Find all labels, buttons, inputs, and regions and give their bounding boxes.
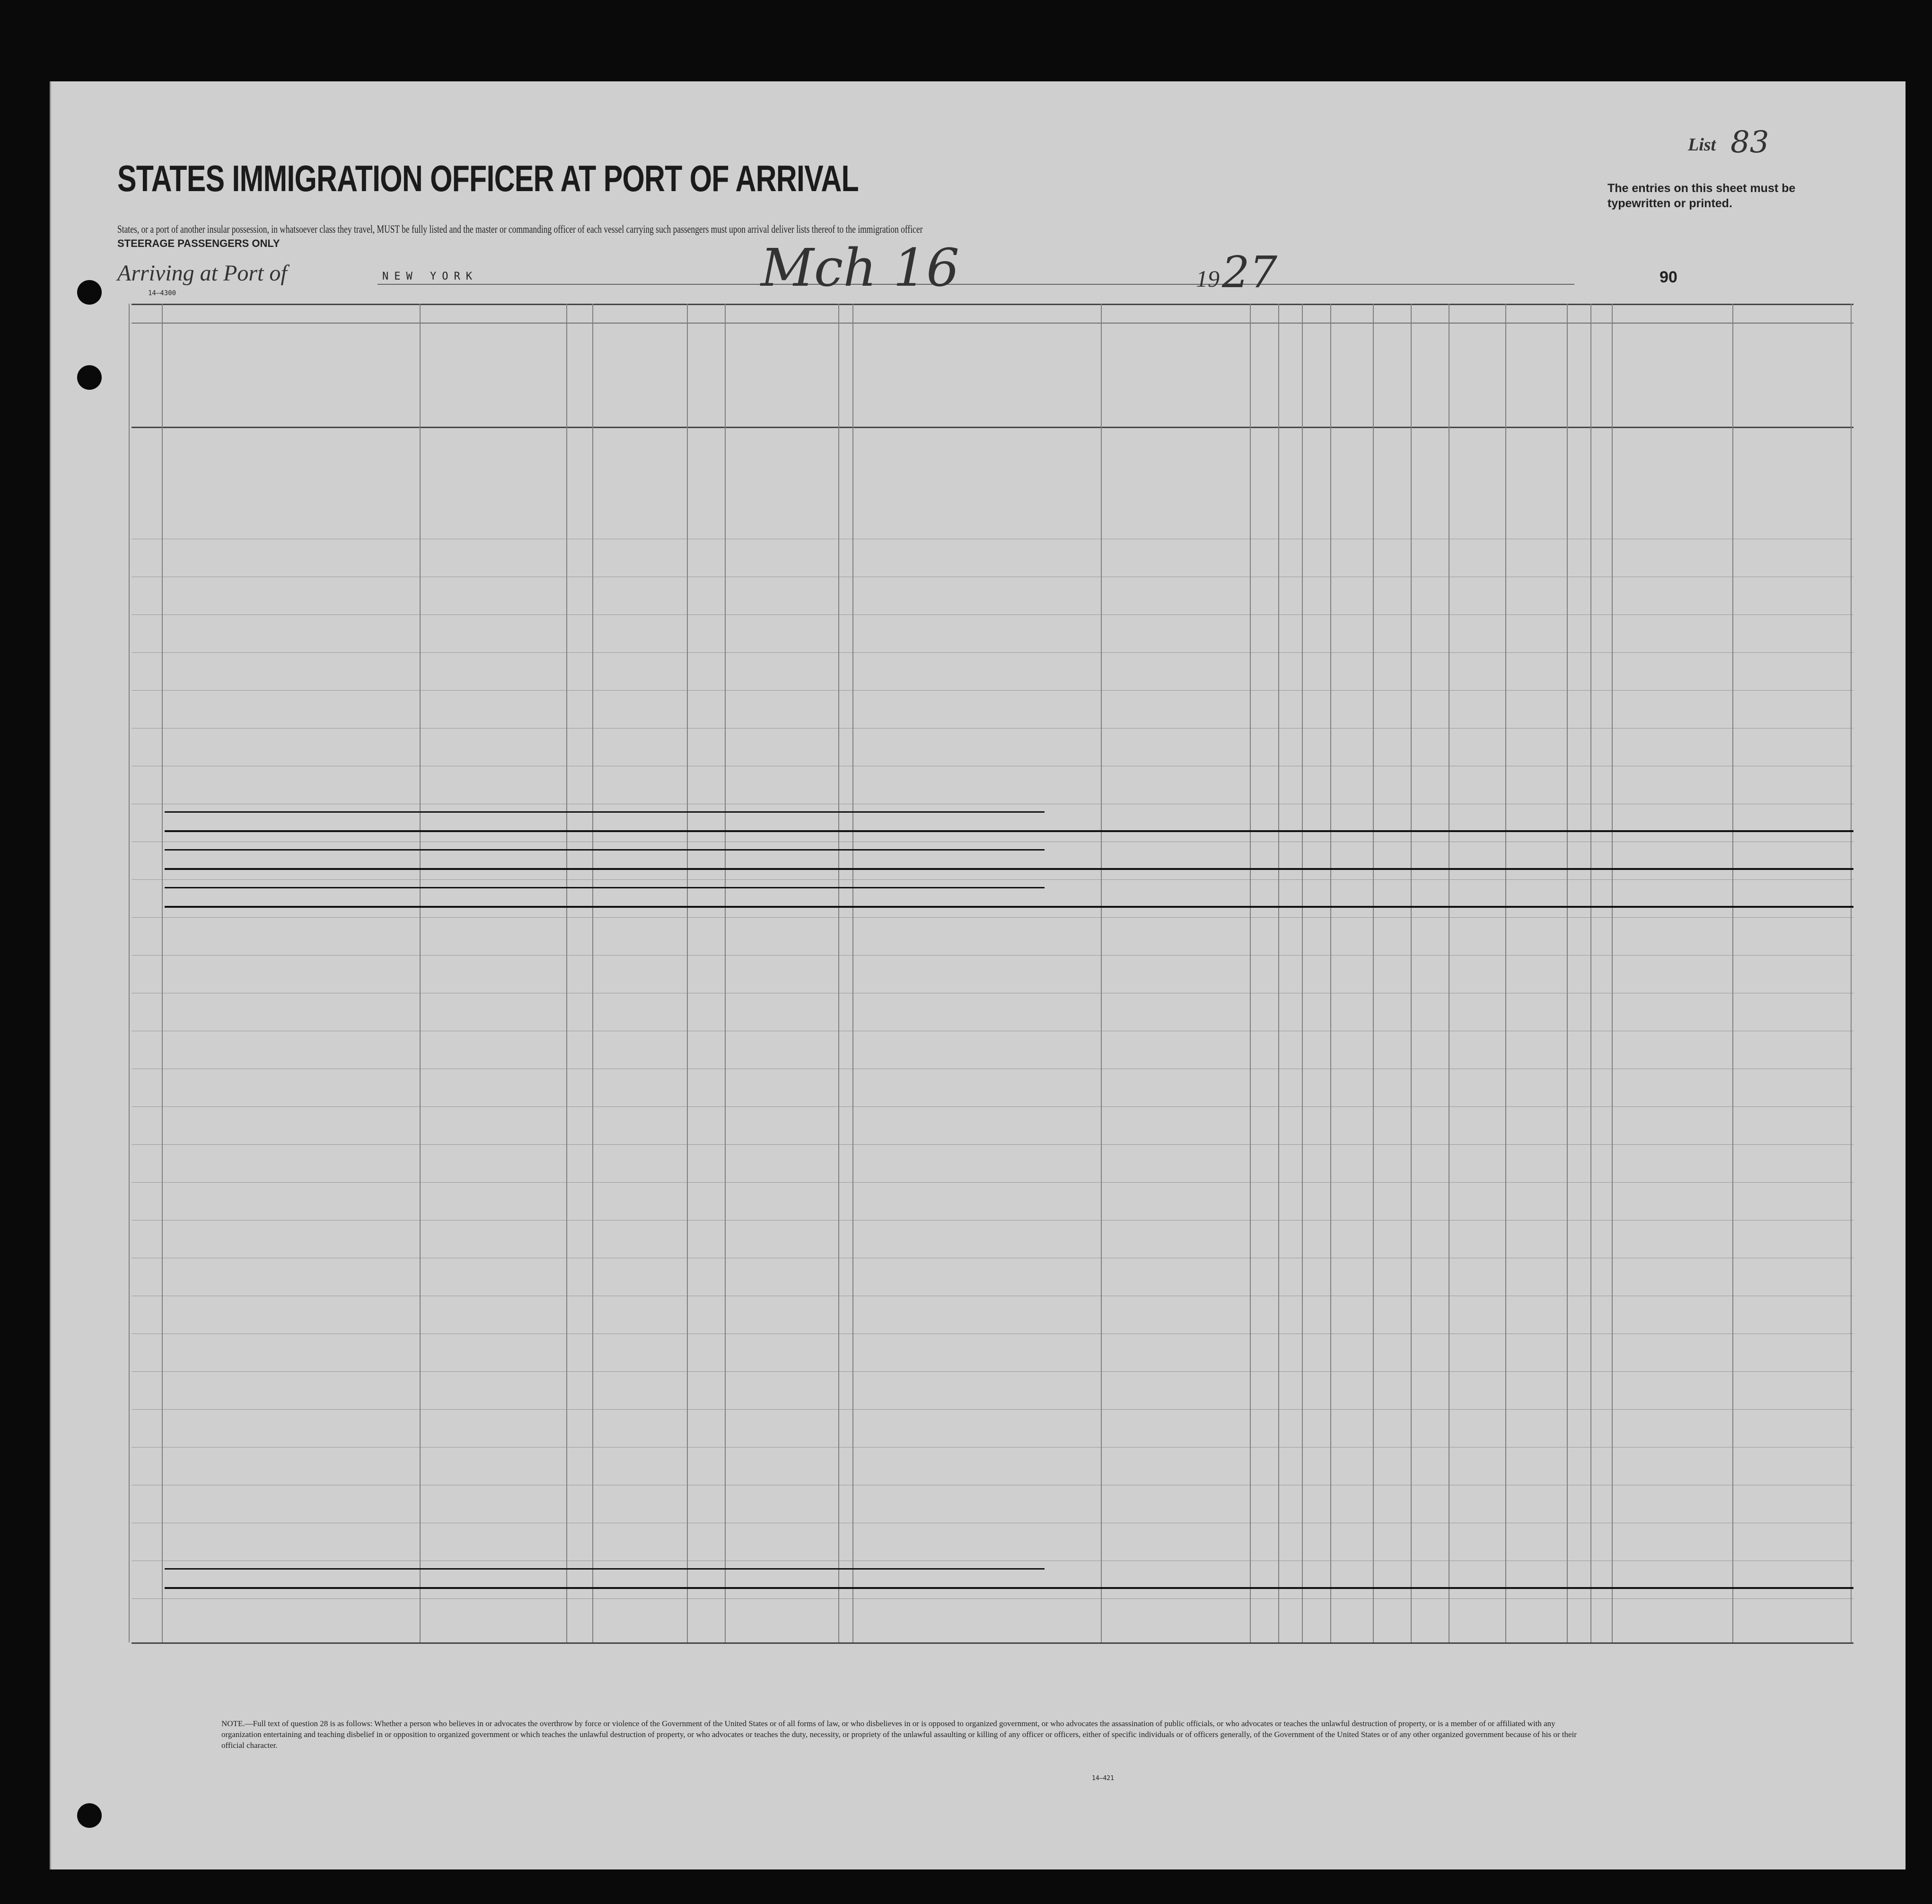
- row-rule: [132, 1447, 1853, 1448]
- column-rule: [725, 304, 726, 1642]
- column-rule: [1302, 304, 1303, 1642]
- column-rule: [687, 304, 688, 1642]
- year-handwritten: 27: [1222, 247, 1278, 298]
- column-rule: [1278, 304, 1279, 1642]
- row-rule: [132, 1182, 1853, 1183]
- column-rule: [1250, 304, 1251, 1642]
- column-rule: [1101, 304, 1102, 1642]
- strike-through-line: [165, 1568, 1045, 1570]
- row-rule: [132, 1144, 1853, 1145]
- column-rule: [162, 304, 163, 1642]
- list-number: 83: [1730, 125, 1769, 160]
- column-rule: [420, 304, 421, 1642]
- row-rule: [132, 1371, 1853, 1372]
- header-inches: [1596, 465, 1607, 502]
- strike-through-line: [165, 811, 1045, 813]
- arriving-label: Arriving at Port of: [117, 261, 287, 286]
- row-rule: [132, 1106, 1853, 1107]
- table-top-rule: [132, 304, 1853, 305]
- column-rule: [852, 304, 853, 1642]
- column-rule: [1851, 304, 1852, 1642]
- strike-through-line: [165, 906, 1853, 908]
- header-col-28: [1338, 351, 1371, 493]
- column-rule: [1567, 304, 1568, 1642]
- header-purpose-c: [1222, 360, 1238, 493]
- column-number-rule: [132, 323, 1853, 324]
- row-rule: [132, 690, 1853, 691]
- column-rule: [1612, 304, 1613, 1642]
- header-purpose-a: [1108, 360, 1132, 493]
- year-printed: 19: [1196, 265, 1220, 292]
- strike-through-line: [165, 1587, 1853, 1589]
- row-rule: [132, 1598, 1853, 1599]
- port-underline: [378, 284, 1574, 285]
- port-name: NEW YORK: [382, 271, 478, 282]
- row-rule: [132, 1409, 1853, 1410]
- table-bottom-rule: [132, 1642, 1853, 1644]
- strike-through-line: [165, 830, 1853, 832]
- header-col-30: [1418, 351, 1447, 493]
- header-col-26: [1287, 351, 1301, 493]
- subtitle-steerage: STEERAGE PASSENGERS ONLY: [117, 237, 280, 249]
- column-rule: [1411, 304, 1412, 1642]
- column-rule: [1505, 304, 1506, 1642]
- footer-form-code: 14—421: [1092, 1775, 1114, 1782]
- column-rule: [1373, 304, 1374, 1642]
- row-rule: [132, 955, 1853, 956]
- strike-through-line: [165, 868, 1853, 870]
- subtitle-instructions: States, or a port of another insular possession, in whatsoever class they travel, MUST be fully listed and the master or commanding officer of each vessel carrying such passengers must upon arrival deliver lists thereof to the immigration officer: [117, 223, 923, 235]
- header-col-25: [1255, 351, 1279, 493]
- header-possession: [697, 346, 720, 488]
- header-bottom-rule: [132, 427, 1853, 428]
- row-rule: [132, 917, 1853, 918]
- page-title: STATES IMMIGRATION OFFICER AT PORT OF ARRIVAL: [117, 158, 859, 199]
- punch-hole: [77, 365, 102, 390]
- column-rule: [592, 304, 593, 1642]
- column-rule: [1590, 304, 1591, 1642]
- column-rule: [566, 304, 567, 1642]
- column-rule: [838, 304, 839, 1642]
- row-rule: [132, 652, 1853, 653]
- column-rule: [129, 304, 130, 1642]
- header-col-27: [1310, 351, 1325, 493]
- footnote-question-28: NOTE.—Full text of question 28 is as follows: Whether a person who believes in or advocates the overthrow by force or violence of the Government of the United States or of all forms of law, or who disbelieves in or is opposed to organized government, or who advocates the assassination of public officials, or who advocates or teaches the unlawful destruction of property, or is a member of or affiliated with any organization entertaining and teaching disbelief in or opposition to organized government or which teaches the unlawful destruction of property, or who advocates or teaches the duty, necessity, or propriety of the unlawful assaulting or killing of any officer or officers, either of specific individuals or of officers generally, of the Government of the United States or of any other organized government because of his or their official character.: [221, 1719, 1577, 1750]
- header-purpose-b: [1158, 360, 1177, 493]
- header-feet: [1574, 465, 1586, 498]
- header-col-29: [1380, 351, 1411, 493]
- column-rule: [1732, 304, 1733, 1642]
- punch-hole: [77, 1803, 102, 1828]
- page-number: 90: [1660, 268, 1677, 286]
- row-rule: [132, 614, 1853, 615]
- strike-through-line: [165, 887, 1045, 888]
- manifest-sheet: [50, 81, 1906, 1869]
- column-rule: [1330, 304, 1331, 1642]
- row-rule: [132, 879, 1853, 880]
- punch-hole: [77, 280, 102, 305]
- arrival-date: Mch 16: [761, 237, 960, 298]
- typewritten-note: The entries on this sheet must be typewritten or printed.: [1607, 182, 1796, 210]
- strike-through-line: [165, 849, 1045, 851]
- list-label: List: [1688, 135, 1716, 155]
- form-code: 14—4300: [148, 290, 176, 297]
- header-ticket: [574, 346, 590, 488]
